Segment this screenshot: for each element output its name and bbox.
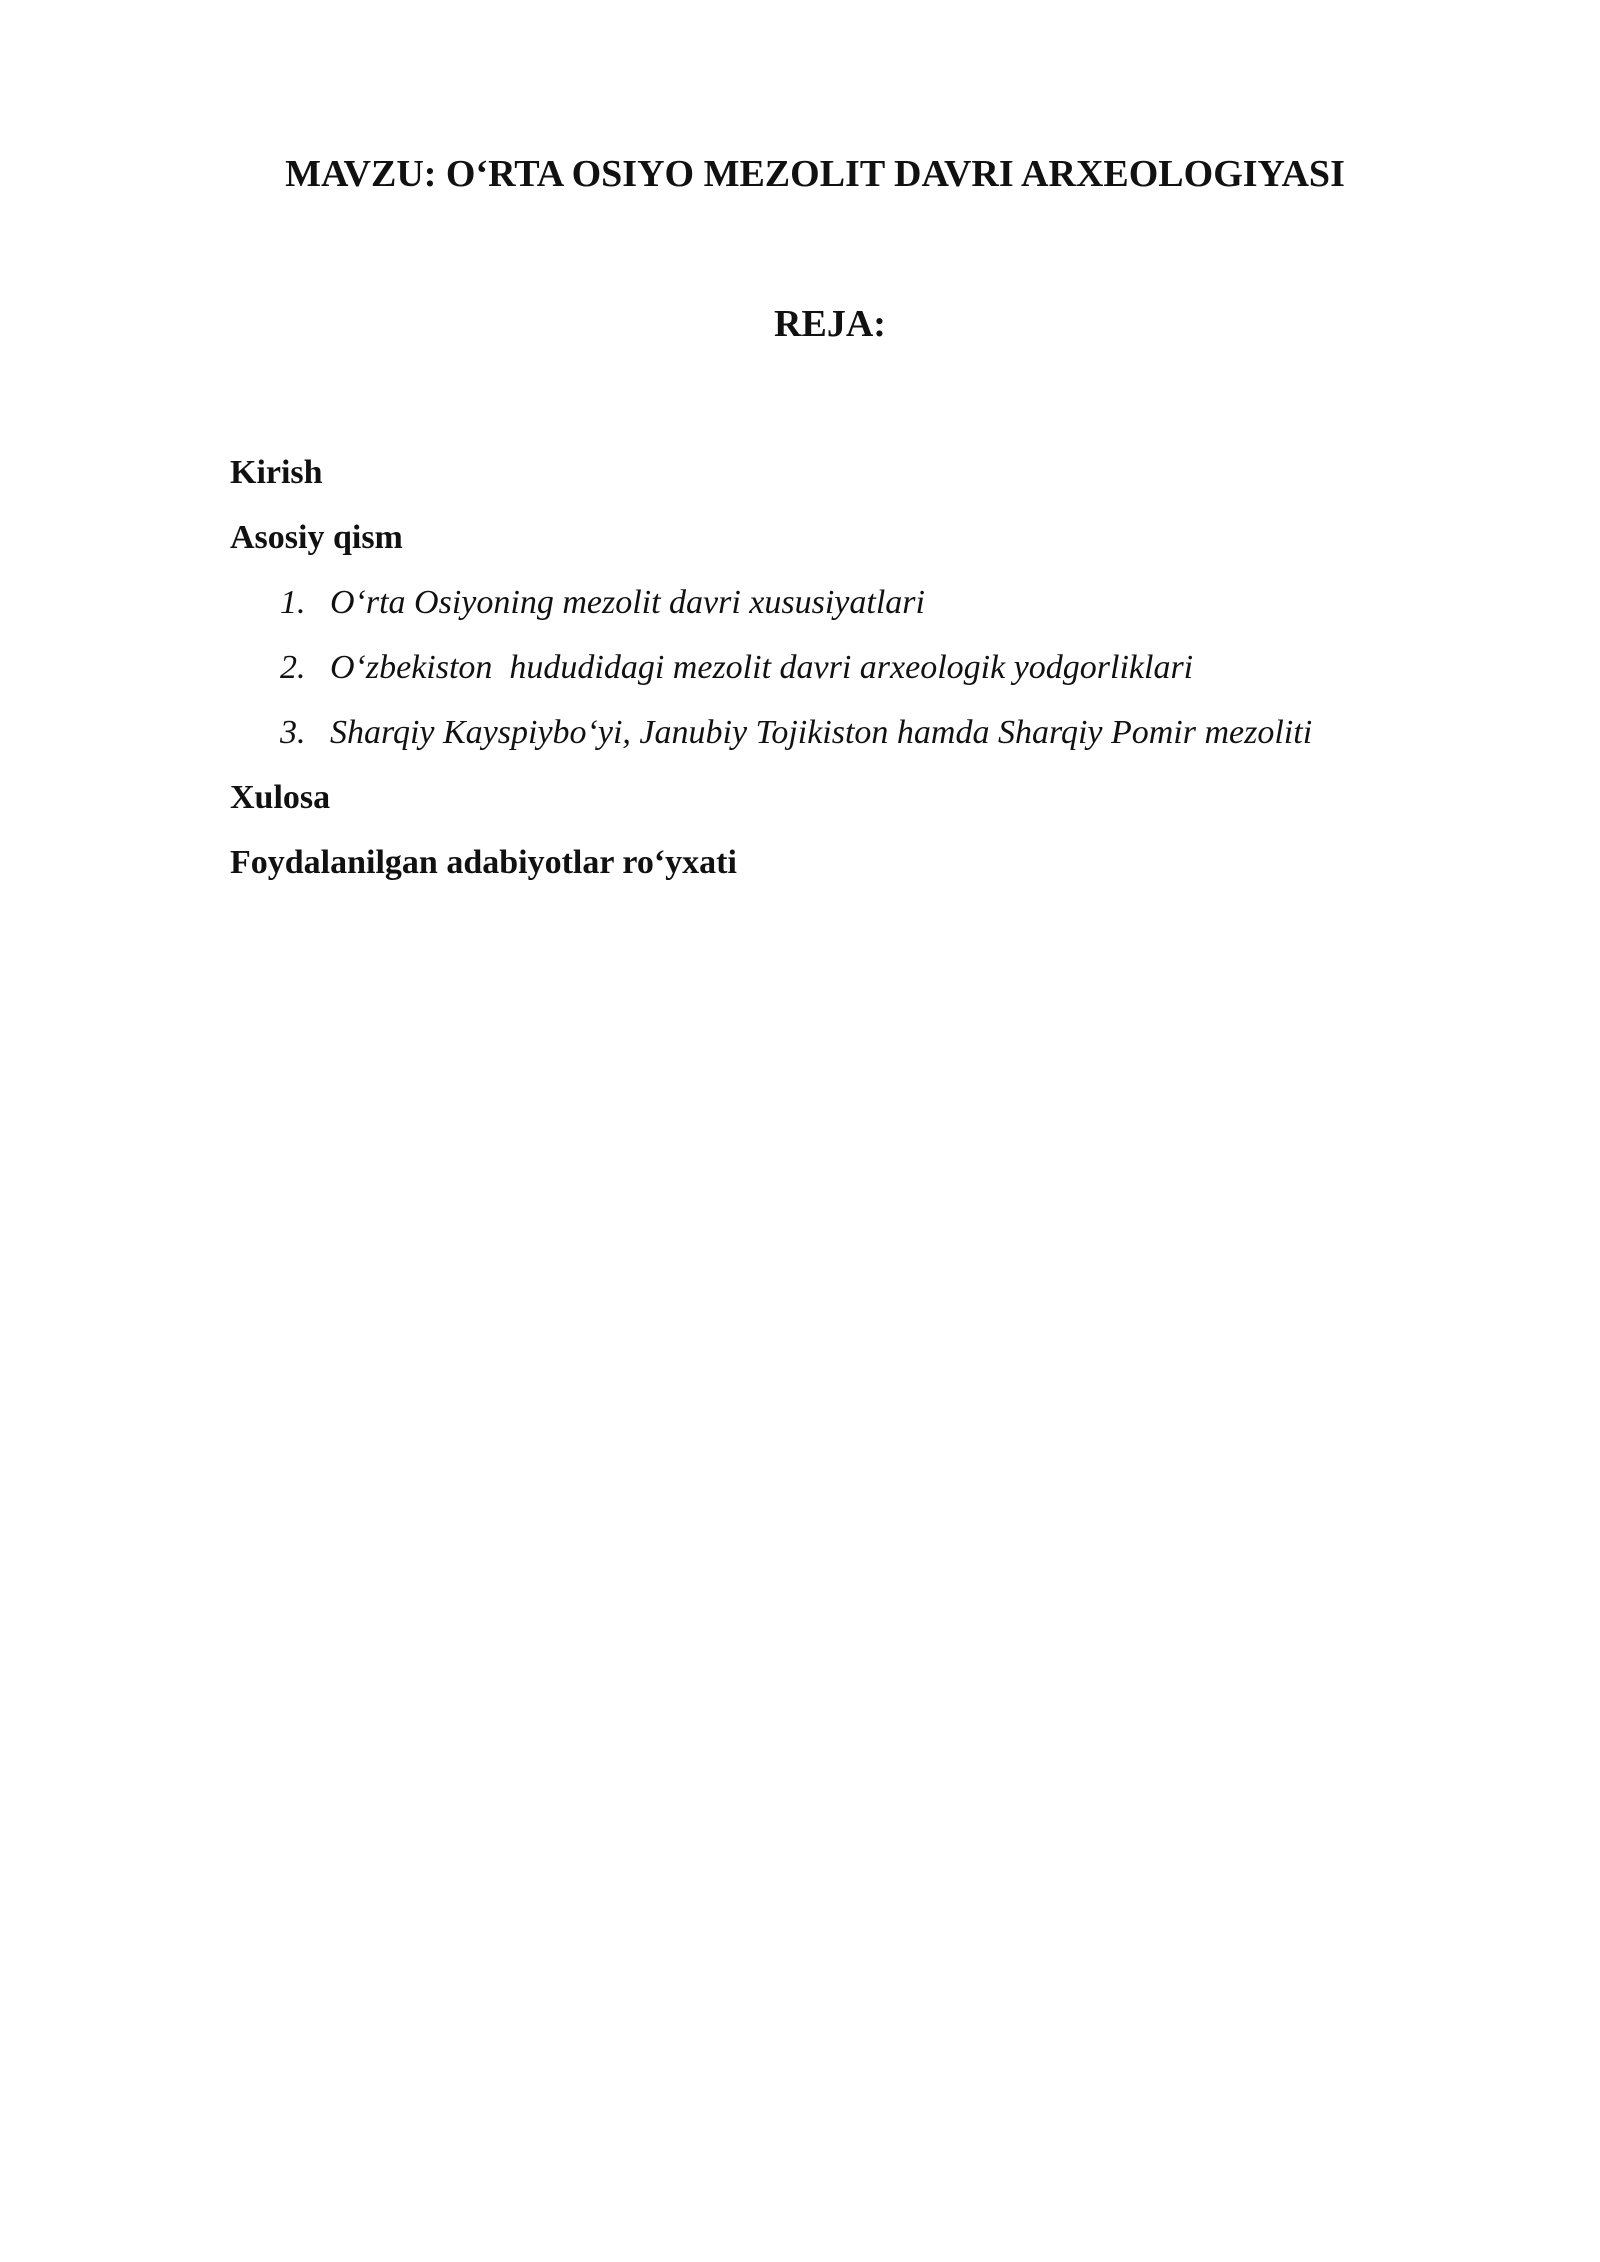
plan-items-list xyxy=(230,570,1530,765)
plan-item-number: 1. xyxy=(280,584,306,621)
plan-item-number: 3. xyxy=(280,714,306,751)
plan-outline xyxy=(230,440,1530,895)
page-title: MAVZU: O‘RTA OSIYO MEZOLIT DAVRI ARXEOLOGIYASI xyxy=(285,153,1345,195)
plan-item-number: 2. xyxy=(280,649,306,686)
plan-item-text: Sharqiy Kayspiybo‘yi, Janubiy Tojikiston hamda Sharqiy Pomir mezoliti xyxy=(330,714,1313,751)
plan-intro: Kirish xyxy=(230,454,323,491)
plan-item xyxy=(230,570,1530,635)
plan-main-part: Asosiy qism xyxy=(230,519,403,556)
plan-item xyxy=(230,635,1530,700)
plan-references: Foydalanilgan adabiyotlar ro‘yxati xyxy=(230,844,737,881)
plan-heading: REJA: xyxy=(774,303,886,345)
plan-conclusion: Xulosa xyxy=(230,779,331,816)
plan-item-text: O‘rta Osiyoning mezolit davri xususiyatlari xyxy=(330,584,925,621)
plan-item xyxy=(230,700,1530,765)
plan-item-text: O‘zbekiston hududidagi mezolit davri arxeologik yodgorliklari xyxy=(330,649,1194,686)
